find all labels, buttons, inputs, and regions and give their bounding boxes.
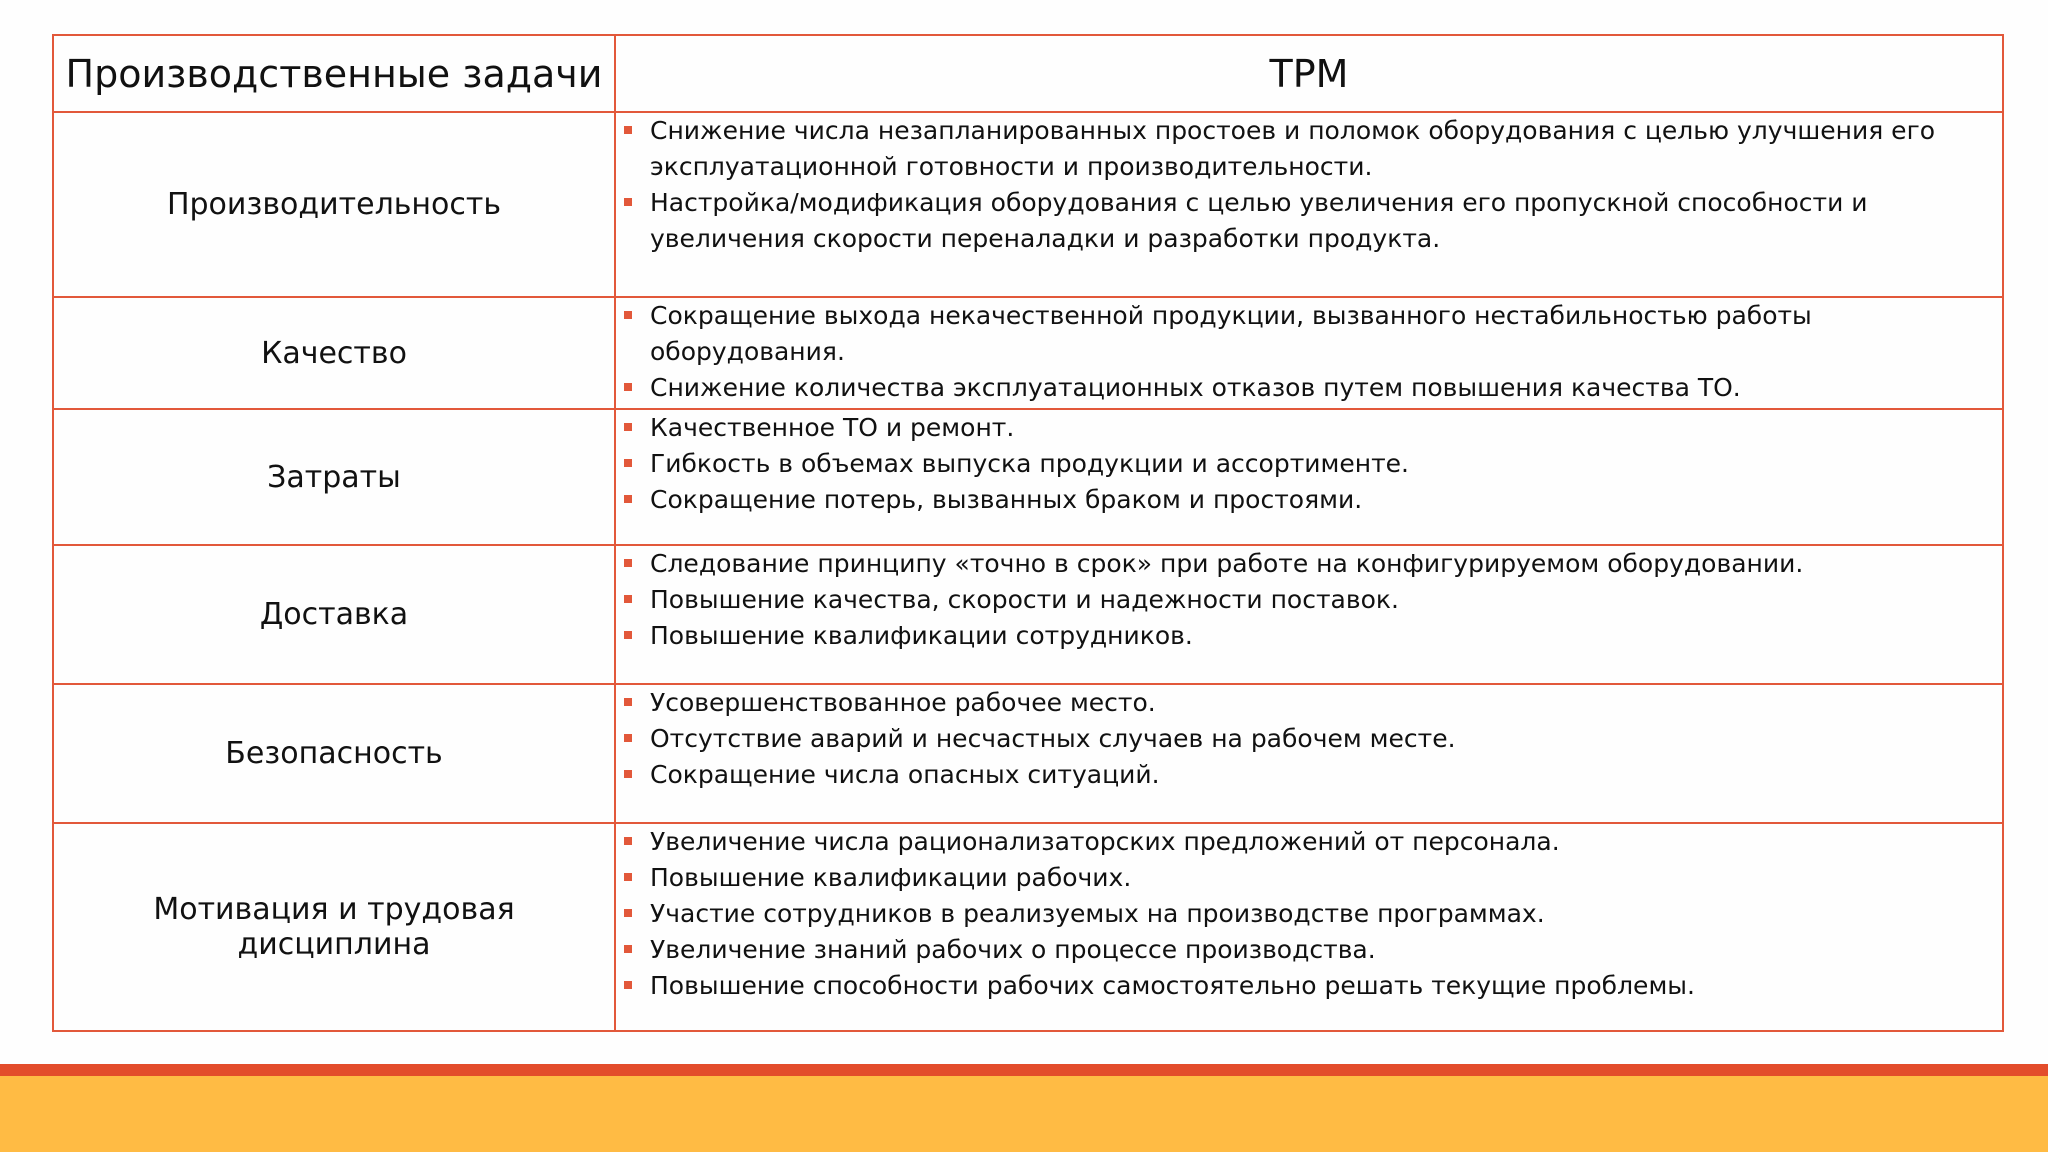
bullet-text: Сокращение числа опасных ситуаций. [650, 760, 1160, 789]
task-description [615, 297, 2003, 409]
bullet-text: Сокращение потерь, вызванных браком и простоями. [650, 485, 1363, 514]
bullet-text: Следование принципу «точно в срок» при работе на конфигурируемом оборудовании. [650, 549, 1804, 578]
task-label: Мотивация и трудовая дисциплина [53, 823, 615, 1031]
square-bullet-icon [624, 595, 632, 603]
bullet-item [650, 721, 2002, 757]
footer-yellow-band [0, 1076, 2048, 1152]
square-bullet-icon [624, 631, 632, 639]
bullet-item [650, 757, 2002, 793]
footer-red-stripe [0, 1064, 2048, 1076]
task-label: Качество [53, 297, 615, 409]
bullet-item [650, 298, 2002, 370]
bullet-text: Усовершенствованное рабочее место. [650, 688, 1156, 717]
square-bullet-icon [624, 559, 632, 567]
square-bullet-icon [624, 311, 632, 319]
bullet-text: Увеличение числа рационализаторских предложений от персонала. [650, 827, 1560, 856]
square-bullet-icon [624, 423, 632, 431]
bullet-item [650, 932, 2002, 968]
bullet-item [650, 618, 2002, 654]
square-bullet-icon [624, 981, 632, 989]
bullet-item [650, 685, 2002, 721]
bullet-text: Снижение числа незапланированных простоев и поломок оборудования с целью улучшения его эксплуатационной готовности и производительности. [650, 116, 1935, 181]
square-bullet-icon [624, 770, 632, 778]
square-bullet-icon [624, 734, 632, 742]
square-bullet-icon [624, 459, 632, 467]
task-label: Безопасность [53, 684, 615, 823]
bullet-text: Сокращение выхода некачественной продукции, вызванного нестабильностью работы оборудования. [650, 301, 1812, 366]
tpm-table-container [52, 34, 2002, 1032]
bullet-text: Увеличение знаний рабочих о процессе производства. [650, 935, 1376, 964]
bullet-list [616, 685, 2002, 793]
bullet-text: Гибкость в объемах выпуска продукции и ассортименте. [650, 449, 1409, 478]
bullet-text: Повышение способности рабочих самостоятельно решать текущие проблемы. [650, 971, 1695, 1000]
bullet-list [616, 824, 2002, 1004]
bullet-item [650, 113, 2002, 185]
bullet-text: Настройка/модификация оборудования с целью увеличения его пропускной способности и увеличения скорости переналадки и разработки продукта. [650, 188, 1868, 253]
task-description [615, 545, 2003, 684]
square-bullet-icon [624, 126, 632, 134]
tpm-table [52, 34, 2004, 1032]
bullet-text: Отсутствие аварий и несчастных случаев на рабочем месте. [650, 724, 1456, 753]
table-row [53, 545, 2003, 684]
header-tpm: TPM [615, 35, 2003, 112]
square-bullet-icon [624, 945, 632, 953]
bullet-item [650, 860, 2002, 896]
bullet-item [650, 446, 2002, 482]
bullet-list [616, 298, 2002, 406]
square-bullet-icon [624, 837, 632, 845]
bullet-text: Участие сотрудников в реализуемых на производстве программах. [650, 899, 1545, 928]
square-bullet-icon [624, 383, 632, 391]
square-bullet-icon [624, 873, 632, 881]
table-header-row [53, 35, 2003, 112]
square-bullet-icon [624, 909, 632, 917]
bullet-list [616, 410, 2002, 518]
bullet-item [650, 896, 2002, 932]
table-row [53, 297, 2003, 409]
bullet-text: Повышение качества, скорости и надежности поставок. [650, 585, 1399, 614]
table-row [53, 409, 2003, 545]
table-row [53, 684, 2003, 823]
task-label: Доставка [53, 545, 615, 684]
task-description [615, 112, 2003, 297]
bullet-item [650, 185, 2002, 257]
task-description [615, 684, 2003, 823]
bullet-item [650, 582, 2002, 618]
square-bullet-icon [624, 198, 632, 206]
bullet-item [650, 482, 2002, 518]
task-description [615, 823, 2003, 1031]
bullet-item [650, 968, 2002, 1004]
square-bullet-icon [624, 698, 632, 706]
bullet-text: Снижение количества эксплуатационных отказов путем повышения качества ТО. [650, 373, 1741, 402]
bullet-text: Повышение квалификации сотрудников. [650, 621, 1193, 650]
table-row [53, 823, 2003, 1031]
bullet-text: Повышение квалификации рабочих. [650, 863, 1132, 892]
bullet-text: Качественное ТО и ремонт. [650, 413, 1015, 442]
task-description [615, 409, 2003, 545]
bullet-list [616, 113, 2002, 257]
task-label: Производительность [53, 112, 615, 297]
bullet-item [650, 824, 2002, 860]
bullet-list [616, 546, 2002, 654]
table-row [53, 112, 2003, 297]
square-bullet-icon [624, 495, 632, 503]
task-label: Затраты [53, 409, 615, 545]
bullet-item [650, 410, 2002, 446]
bullet-item [650, 370, 2002, 406]
header-production-tasks: Производственные задачи [53, 35, 615, 112]
bullet-item [650, 546, 2002, 582]
